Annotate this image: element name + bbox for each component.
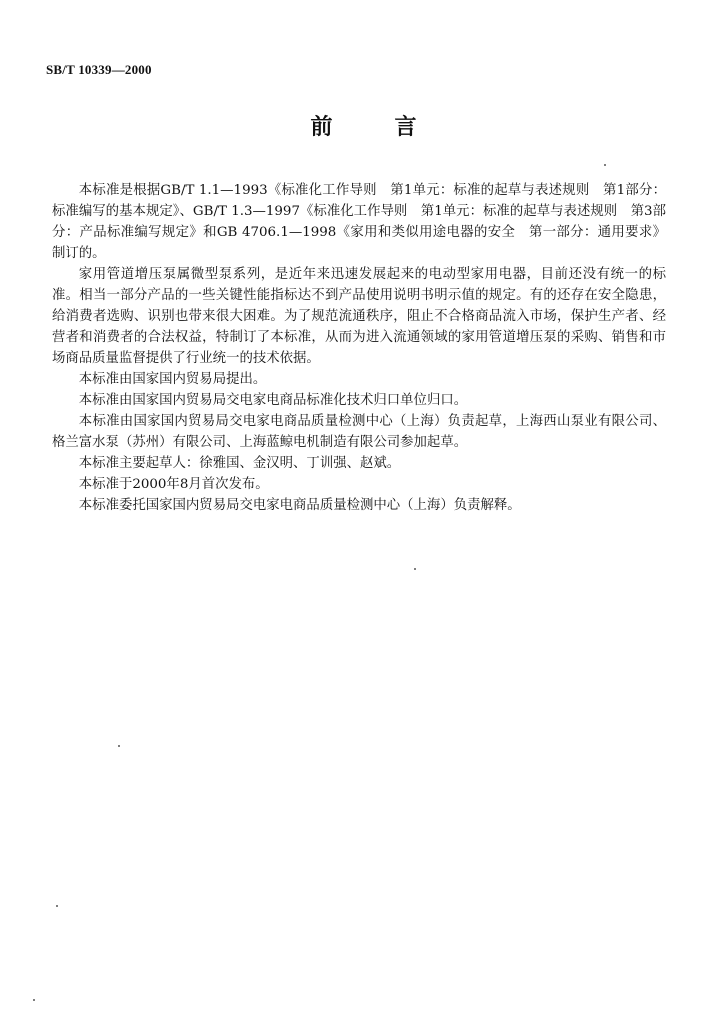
page-title — [0, 110, 727, 141]
paragraph-basis: 本标准是根据GB/T 1.1—1993《标准化工作导则 第1单元：标准的起草与表述规则 第1部分：标准编写的基本规定》、GB/T 1.3—1997《标准化工作导则 第1单元：标准的起草与表述规则 第3部分：产品标准编写规定》和GB 4706.1—1998《家用和类似用途电器的安全 第一部分：通用要求》制订的。 — [52, 183, 666, 261]
preface-body — [52, 180, 666, 516]
paragraph-background: 家用管道增压泵属微型泵系列，是近年来迅速发展起来的电动型家用电器，目前还没有统一的标准。相当一部分产品的一些关键性能指标达不到产品使用说明书明示值的规定。有的还存在安全隐患，给消费者选购、识别也带来很大困难。为了规范流通秩序，阻止不合格商品流入市场，保护生产者、经营者和消费者的合法权益，特制订了本标准，从而为进入流通领域的家用管道增压泵的采购、销售和市场商品质量监督提供了行业统一的技术依据。 — [52, 267, 666, 366]
scan-speck — [56, 905, 58, 907]
scan-speck — [414, 568, 416, 570]
paragraph-drafters-org: 本标准由国家国内贸易局交电家电商品质量检测中心（上海）负责起草，上海西山泵业有限公司、格兰富水泵（苏州）有限公司、上海蓝鲸电机制造有限公司参加起草。 — [52, 414, 666, 450]
title-char-1: 前 — [310, 114, 333, 140]
paragraph-centralized: 本标准由国家国内贸易局交电家电商品标准化技术归口单位归口。 — [78, 393, 468, 408]
paragraph-proposer: 本标准由国家国内贸易局提出。 — [78, 372, 267, 387]
paragraph-drafters: 本标准主要起草人：徐雅国、金汉明、丁训强、赵斌。 — [78, 456, 401, 471]
paragraph-interpretation: 本标准委托国家国内贸易局交电家电商品质量检测中心（上海）负责解释。 — [78, 498, 521, 513]
document-code: SB/T 10339—2000 — [46, 62, 152, 77]
paragraph-release: 本标准于2000年8月首次发布。 — [78, 477, 269, 492]
scan-speck — [604, 164, 606, 166]
scan-speck — [33, 999, 35, 1001]
scan-speck — [118, 745, 120, 747]
title-char-2: 言 — [394, 114, 417, 140]
